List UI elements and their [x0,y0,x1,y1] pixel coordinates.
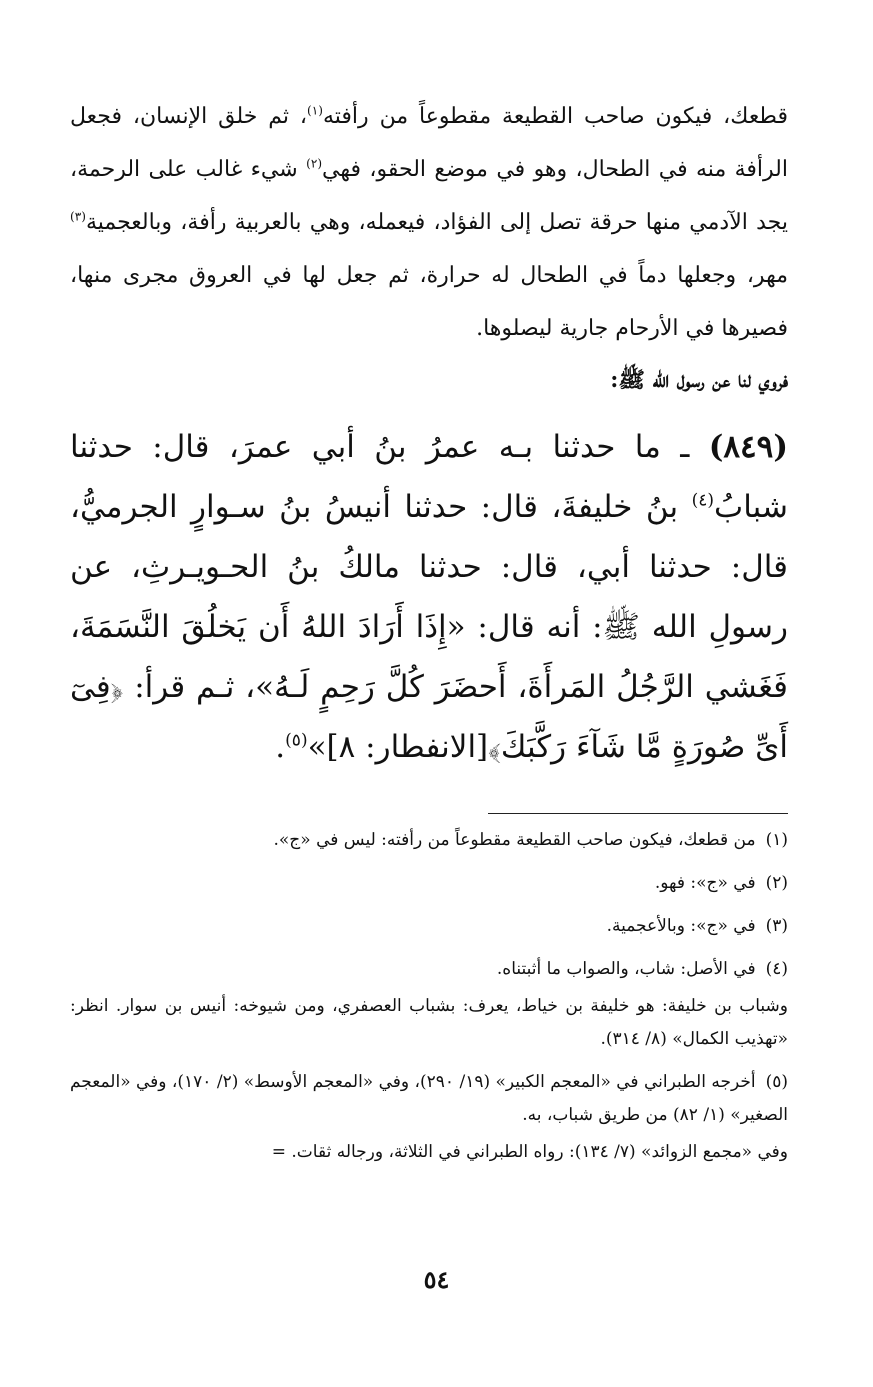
footnote-ref-1[interactable]: (١) [307,103,323,118]
footnote-ref-5[interactable]: (٥) [285,730,308,751]
footnote-ref-4[interactable]: (٤) [691,490,715,511]
footnote-divider [488,813,788,814]
footnote-2-text: في «ج»: فهو. [654,873,756,893]
intro-text-2: ، ثم خلق الإنسان، فجعل الرأفة منه في الطحال، وهو في موضع الحقو، فهي [70,104,788,182]
footnote-4 [70,953,788,986]
footnote-1-text: من قطعك، فيكون صاحب القطيعة مقطوعاً من رأفته: ليس في «ج». [273,830,756,850]
footnote-ref-2[interactable]: (٢) [306,156,323,171]
footnote-2 [70,867,788,900]
footnote-2-number: (٢) [765,873,788,893]
footnote-4-continuation: وشباب بن خليفة: هو خليفة بن خياط، يعرف: بشباب العصفري، ومن شيوخه: أنيس بن سوار. انظر: «تهذيب الكمال» (٨/ ٣١٤). [70,996,788,1049]
hadith-text-1: ـ ما حدثنا بـه عمرُ بنُ أبي عمرَ، قال: حدثنا شبابُ [70,429,788,525]
page-content [70,90,788,1169]
footnote-1 [70,824,788,857]
footnote-3-text: في «ج»: وبالأعجمية. [606,916,756,936]
footnote-5-text: أخرجه الطبراني في «المعجم الكبير» (١٩/ ٢٩٠)، وفي «المعجم الأوسط» (٢/ ١٧٠)، وفي «المعجم الصغير» (١/ ٨٢) من طريق شباب، به. [69,1072,788,1125]
footnote-4-text: في الأصل: شاب، والصواب ما أثبتناه. [496,959,756,979]
intro-text-3: شيء غالب على الرحمة، يجد الآدمي منها حرقة تصل إلى الفؤاد، فيعمله، وهي بالعربية رأفة، وبالعجمية [70,157,788,235]
footnote-5-continuation: وفي «مجمع الزوائد» (٧/ ١٣٤): رواه الطبراني في الثلاثة، ورجاله ثقات. = [271,1142,788,1162]
hadith-text-3: . [275,729,286,765]
footnote-5-number: (٥) [765,1072,788,1092]
footnote-3-number: (٣) [765,916,788,936]
footnote-4-number: (٤) [765,959,788,979]
page-number: ٥٤ [423,1265,450,1294]
hadith-paragraph [70,417,788,777]
footnote-5 [70,1066,788,1132]
hadith-number: (٨٤٩) [708,429,788,465]
intro-paragraph [70,90,788,355]
intro-text-1: قطعك، فيكون صاحب القطيعة مقطوعاً من رأفته [322,104,788,129]
footnote-3 [70,910,788,943]
intro-text-4: مهر، وجعلها دماً في الطحال له حرارة، ثم جعل لها في العروق مجرى منها، فصيرها في الأرحام جارية ليصلوها. [70,263,788,341]
section-heading: فروي لنا عن رسول الله ﷺ: [610,367,788,393]
footnote-1-number: (١) [765,830,788,850]
footnote-ref-3[interactable]: (٣) [70,209,86,224]
hadith-text-2: بنُ خليفةَ، قال: حدثنا أنيسُ بنُ سـوارٍ الجرميُّ، قال: حدثنا أبي، قال: حدثنا مالكُ بنُ الحـويـرثِ، عن رسولِ الله ﷺ: أنه قال: «إِذَا أَرَادَ اللهُ أَن يَخلُقَ النَّسَمَةَ، فَغَشي الرَّجُلُ المَرأَةَ، أَحضَرَ كُلَّ رَحِمٍ لَـهُ»، ثـم قرأ: ﴿فِىٓ أَىِّ صُورَةٍ مَّا شَآءَ رَكَّبَكَ﴾[الانفطار: ٨]» [70,489,788,765]
